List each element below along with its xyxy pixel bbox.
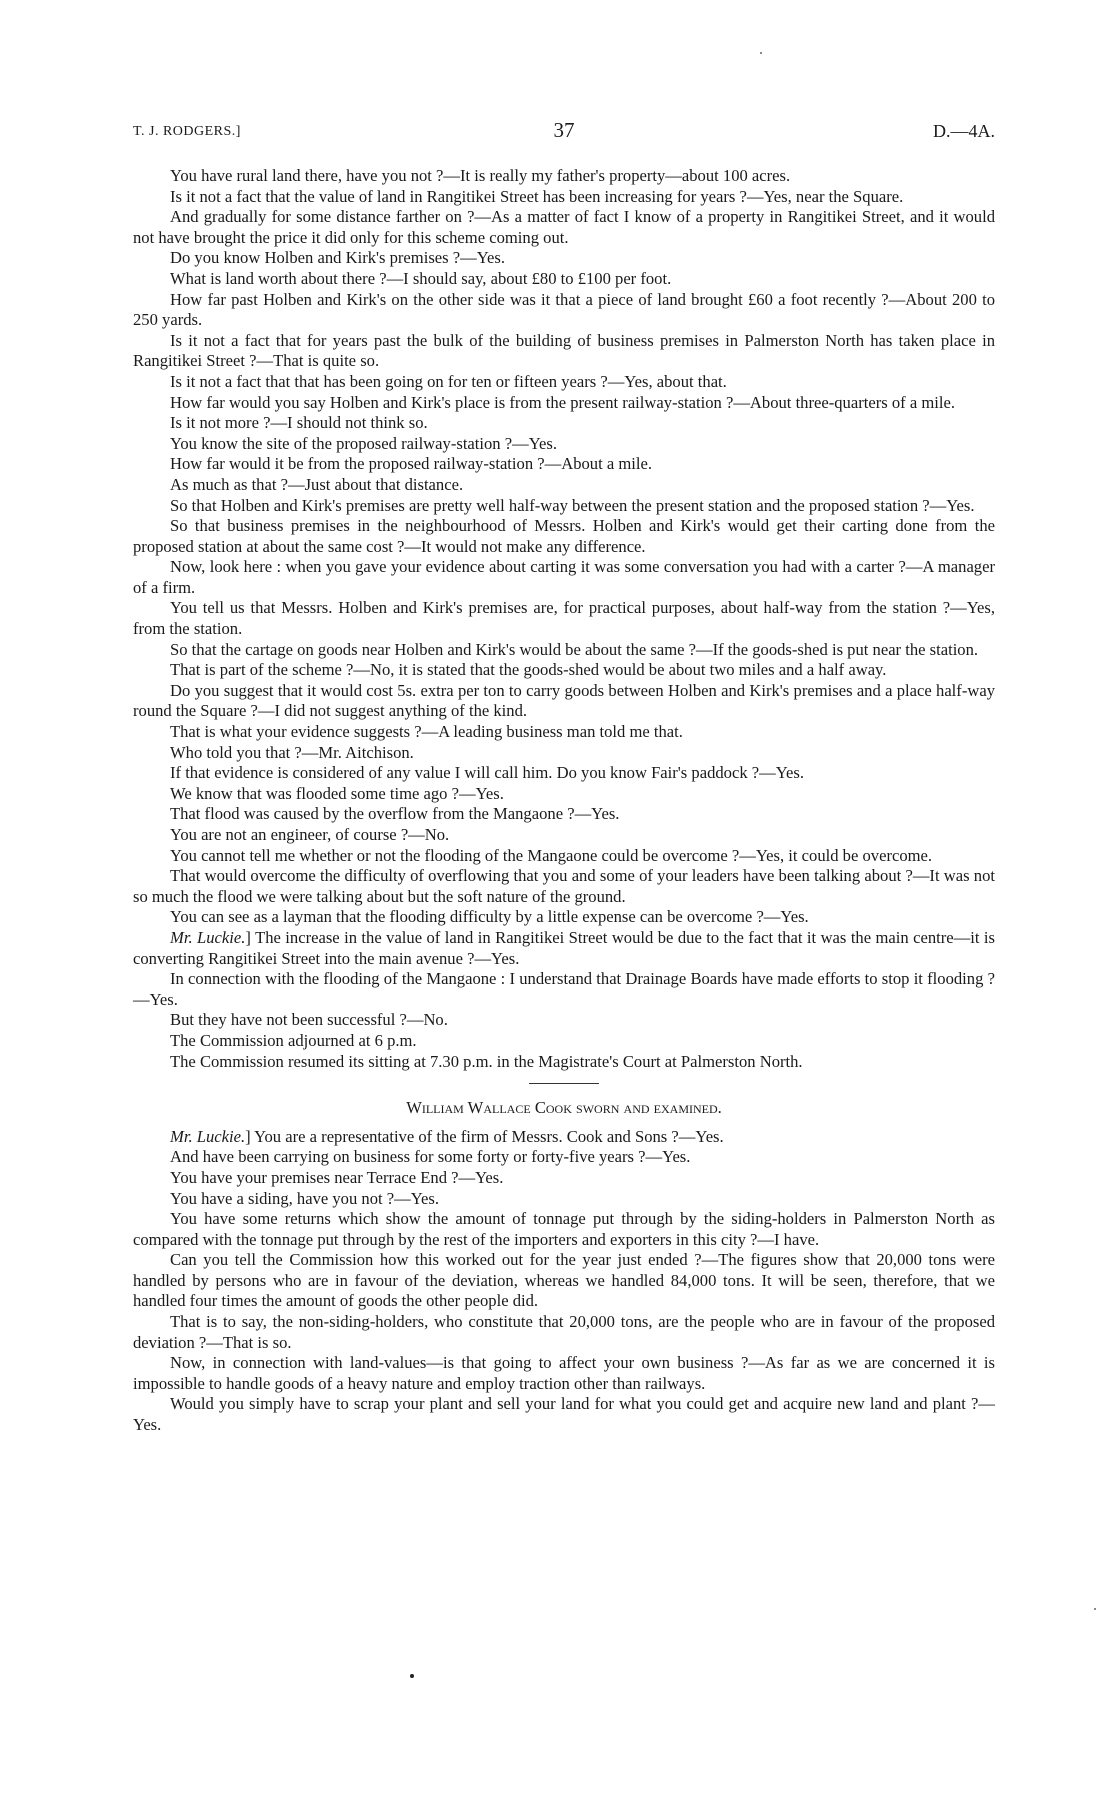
paragraph: How far past Holben and Kirk's on the other side was it that a piece of land brought £60 a foot recently ?—About 200 to 250 yards. xyxy=(133,289,995,330)
witness-heading: William Wallace Cook sworn and examined. xyxy=(406,1098,722,1118)
page-header xyxy=(133,120,995,148)
paragraph: You tell us that Messrs. Holben and Kirk's premises are, for practical purposes, about half-way from the station ?—Yes, from the station. xyxy=(133,598,995,639)
testimony-cook xyxy=(133,1127,995,1436)
paragraph: How far would you say Holben and Kirk's place is from the present railway-station ?—About three-quarters of a mile. xyxy=(170,392,955,412)
paragraph: So that the cartage on goods near Holben and Kirk's would be about the same ?—If the goods-shed is put near the station. xyxy=(170,639,979,659)
body-text xyxy=(133,166,995,1436)
adjournment-note: The Commission adjourned at 6 p.m. xyxy=(170,1030,417,1050)
paragraph: You have a siding, have you not ?—Yes. xyxy=(170,1188,440,1208)
paragraph: You cannot tell me whether or not the flooding of the Mangaone could be overcome ?—Yes, it could be overcome. xyxy=(170,845,933,865)
paragraph: You know the site of the proposed railway-station ?—Yes. xyxy=(170,433,558,453)
speaker-name: Mr. Luckie. xyxy=(170,927,246,947)
paragraph-luckie-question xyxy=(133,928,995,969)
paragraph: So that Holben and Kirk's premises are pretty well half-way between the present station and the proposed station ?—Yes. xyxy=(170,495,975,515)
document-reference: D.—4A. xyxy=(933,121,995,141)
ink-dot xyxy=(410,1674,414,1678)
paragraph: You have some returns which show the amount of tonnage put through by the siding-holders in Palmerston North as compared with the tonnage put through by the rest of the importers and exporters in this city ?—I have. xyxy=(133,1209,995,1249)
resumption-note: The Commission resumed its sitting at 7.30 p.m. in the Magistrate's Court at Palmerston North. xyxy=(170,1051,803,1071)
paragraph-luckie-question xyxy=(133,1127,995,1148)
header-witness-name: T. J. RODGERS.] xyxy=(133,124,241,139)
paragraph: Is it not a fact that for years past the bulk of the building of business premises in Palmerston North has taken place in Rangitikei Street ?—That is quite so. xyxy=(133,330,995,371)
paragraph: Do you suggest that it would cost 5s. extra per ton to carry goods between Holben and Kirk's premises and a place half-way round the Square ?—I did not suggest anything of the kind. xyxy=(133,680,995,721)
paragraph: Is it not a fact that the value of land in Rangitikei Street has been increasing for years ?—Yes, near the Square. xyxy=(170,186,904,206)
paragraph: Can you tell the Commission how this worked out for the year just ended ?—The figures show that 20,000 tons were handled by persons who are in favour of the deviation, whereas we handled 84,000 tons. It will be seen, therefore, that we handled four times the amount of goods the other people did. xyxy=(133,1250,995,1311)
paragraph: In connection with the flooding of the Mangaone : I understand that Drainage Boards have made efforts to stop it flooding ?—Yes. xyxy=(133,969,995,1009)
paragraph: Is it not more ?—I should not think so. xyxy=(170,413,428,433)
paragraph: How far would it be from the proposed railway-station ?—About a mile. xyxy=(170,454,653,474)
paragraph-text: ] The increase in the value of land in Rangitikei Street would be due to the fact that it was the main centre—it is converting Rangitikei Street into the main avenue ?—Yes. xyxy=(133,927,995,968)
paragraph: That would overcome the difficulty of overflowing that you and some of your leaders have been talking about ?—It was not so much the flood we were talking about but the soft nature of the ground. xyxy=(133,866,995,906)
paragraph: Is it not a fact that that has been going on for ten or fifteen years ?—Yes, about that. xyxy=(170,371,727,391)
paragraph: As much as that ?—Just about that distance. xyxy=(170,474,464,494)
paragraph: And have been carrying on business for some forty or forty-five years ?—Yes. xyxy=(170,1147,691,1167)
paragraph: If that evidence is considered of any value I will call him. Do you know Fair's paddock ?—Yes. xyxy=(170,763,805,783)
paragraph: You have your premises near Terrace End ?—Yes. xyxy=(170,1167,504,1187)
paragraph: You have rural land there, have you not ?—It is really my father's property—about 100 acres. xyxy=(170,166,791,185)
paragraph: We know that was flooded some time ago ?—Yes. xyxy=(170,783,504,803)
paragraph: And gradually for some distance farther on ?—As a matter of fact I know of a property in Rangitikei Street, and it would not have brought the price it did only for this scheme coming out. xyxy=(133,207,995,247)
paragraph: Now, look here : when you gave your evidence about carting it was some conversation you had with a carter ?—A manager of a firm. xyxy=(133,557,995,597)
testimony-rodgers xyxy=(133,166,995,1072)
paragraph: That is part of the scheme ?—No, it is stated that the goods-shed would be about two miles and a half away. xyxy=(170,660,887,680)
paper-speck xyxy=(1094,1608,1096,1610)
paragraph: That is to say, the non-siding-holders, who constitute that 20,000 tons, are the people who are in favour of the proposed deviation ?—That is so. xyxy=(133,1312,995,1352)
paragraph: What is land worth about there ?—I should say, about £80 to £100 per foot. xyxy=(170,268,672,288)
paper-speck xyxy=(760,52,762,54)
paragraph: That flood was caused by the overflow from the Mangaone ?—Yes. xyxy=(170,804,620,824)
section-divider xyxy=(529,1083,599,1084)
paragraph-text: ] You are a representative of the firm of Messrs. Cook and Sons ?—Yes. xyxy=(245,1126,724,1146)
paragraph: That is what your evidence suggests ?—A leading business man told me that. xyxy=(170,722,683,742)
paragraph: You can see as a layman that the flooding difficulty by a little expense can be overcome ?—Yes. xyxy=(170,907,809,927)
paragraph: Do you know Holben and Kirk's premises ?—Yes. xyxy=(170,248,505,268)
paragraph: You are not an engineer, of course ?—No. xyxy=(170,825,450,844)
paragraph: But they have not been successful ?—No. xyxy=(170,1010,448,1030)
paragraph: Who told you that ?—Mr. Aitchison. xyxy=(170,742,414,762)
page-number: 37 xyxy=(553,118,575,142)
paragraph: So that business premises in the neighbourhood of Messrs. Holben and Kirk's would get their carting done from the proposed station at about the same cost ?—It would not make any difference. xyxy=(133,516,995,556)
paragraph: Now, in connection with land-values—is that going to affect your own business ?—As far as we are concerned it is impossible to handle goods of a heavy nature and employ traction other than railways. xyxy=(133,1353,995,1393)
speaker-name: Mr. Luckie. xyxy=(170,1126,246,1146)
paragraph: Would you simply have to scrap your plant and sell your land for what you could get and acquire new land and plant ?—Yes. xyxy=(133,1394,995,1435)
